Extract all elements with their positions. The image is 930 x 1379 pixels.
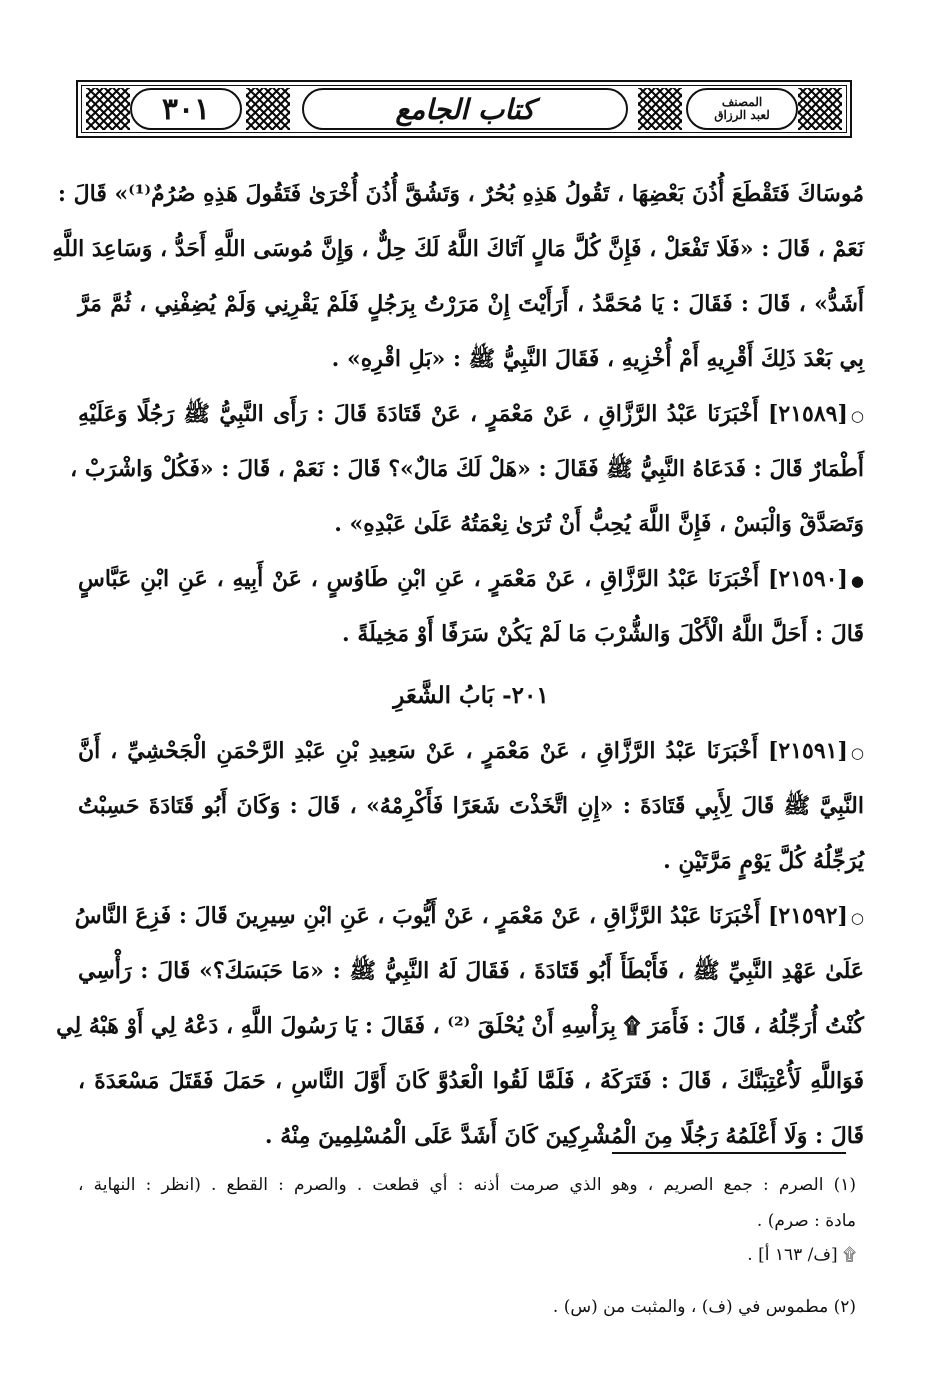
ornament-icon xyxy=(798,88,842,130)
hadith-21591-line xyxy=(78,727,864,782)
text-line: قَالَ : وَلَا أَعْلَمُهُ رَجُلًا مِنَ الْمُشْرِكِينَ كَانَ أَشَدَّ عَلَى الْمُسْلِمِينَ مِنْهُ . xyxy=(264,1123,864,1149)
chapter-title: كتاب الجامع xyxy=(302,88,628,130)
text-line: يُرَجِّلُهُ كُلَّ يَوْمٍ مَرَّتَيْنِ . xyxy=(663,848,864,874)
text-segment: [٢١٥٩٢] أَخْبَرَنَا عَبْدُ الرَّزَّاقِ ، عَنْ مَعْمَرٍ ، عَنْ أَيُّوبَ ، عَنِ ابْنِ سِيرِينَ قَالَ : فَزِعَ النَّاسُ xyxy=(74,903,848,929)
footnote-separator xyxy=(612,1152,846,1154)
text-line: عَلَىٰ عَهْدِ النَّبِيِّ ﷺ ، فَأَبْطَأَ أَبُو قَتَادَةَ ، فَقَالَ لَهُ النَّبِيُّ ﷺ : «مَا حَبَسَكَ؟» قَالَ : رَأْسِي xyxy=(78,958,864,984)
hollow-bullet-icon: ○ xyxy=(850,407,864,425)
hollow-bullet-icon: ○ xyxy=(850,909,864,927)
footnote-1: (١) الصرم : جمع الصريم ، وهو الذي صرمت أذنه : أي قطعت . والصرم : القطع . (انظر : النهاية ، xyxy=(78,1175,856,1195)
footnote-1-continued: مادة : صرم) . xyxy=(756,1211,856,1231)
footnote-folio-marker: ۩ [ف/ ١٦٣ أ] . xyxy=(747,1245,856,1265)
book-mark xyxy=(686,88,798,130)
text-segment: [٢١٥٨٩] أَخْبَرَنَا عَبْدُ الرَّزَّاقِ ، عَنْ مَعْمَرٍ ، عَنْ قَتَادَةَ قَالَ : رَأَى النَّبِيُّ ﷺ رَجُلًا وَعَلَيْهِ xyxy=(78,401,848,427)
hadith-21590-line xyxy=(78,555,864,610)
book-mark-line2: لعبد الرزاق xyxy=(714,108,770,122)
main-text xyxy=(52,170,864,1167)
text-line: نَعَمْ ، قَالَ : «فَلَا تَفْعَلْ ، فَإِنَّ كُلَّ مَالٍ آتَاكَ اللَّهُ لَكَ حِلٌّ ، وَإِنَّ مُوسَى اللَّهِ أَحَدُّ ، وَسَاعِدَ اللَّهِ xyxy=(52,236,864,262)
text-line: بِي بَعْدَ ذَلِكَ أَقْرِيهِ أَمْ أُخْزِيهِ ، فَقَالَ النَّبِيُّ ﷺ : «بَلِ اقْرِهِ» . xyxy=(331,346,864,372)
ornament-icon xyxy=(638,88,682,130)
page-number: ٣٠١ xyxy=(130,88,242,130)
section-heading: ٢٠١- بَابُ الشَّعَرِ xyxy=(393,682,549,709)
text-line: وَتَصَدَّقْ وَالْبَسْ ، فَإِنَّ اللَّهَ يُحِبُّ أَنْ تُرَىٰ نِعْمَتُهُ عَلَىٰ عَبْدِهِ» . xyxy=(334,511,864,537)
book-mark-line1: المصنف xyxy=(721,95,763,109)
hollow-bullet-icon: ○ xyxy=(850,744,864,762)
hadith-21589-line xyxy=(78,390,864,445)
text-line: أَطْمَارٌ قَالَ : فَدَعَاهُ النَّبِيُّ ﷺ فَقَالَ : «هَلْ لَكَ مَالٌ»؟ قَالَ : نَعَمْ ، قَالَ : «فَكُلْ وَاشْرَبْ ، xyxy=(70,456,864,482)
ornament-icon xyxy=(246,88,290,130)
text-line: قَالَ : أَحَلَّ اللَّهُ الْأَكْلَ وَالشُّرْبَ مَا لَمْ يَكُنْ سَرَفًا أَوْ مَخِيلَةً . xyxy=(342,621,864,647)
text-line: النَّبِيَّ ﷺ قَالَ لِأَبِي قَتَادَةَ : «إِنِ اتَّخَذْتَ شَعَرًا فَأَكْرِمْهُ» ، قَالَ : وَكَانَ أَبُو قَتَادَةَ حَسِبْتُ xyxy=(78,793,864,819)
text-segment: [٢١٥٩١] أَخْبَرَنَا عَبْدُ الرَّزَّاقِ ، عَنْ مَعْمَرٍ ، عَنْ سَعِيدِ بْنِ عَبْدِ الرَّحْمَنِ الْجَحْشِيِّ ، أَنَّ xyxy=(78,738,848,764)
filled-bullet-icon: ● xyxy=(850,572,864,590)
text-segment: [٢١٥٩٠] أَخْبَرَنَا عَبْدُ الرَّزَّاقِ ، عَنْ مَعْمَرٍ ، عَنِ ابْنِ طَاوُسٍ ، عَنْ أَبِيهِ ، عَنِ ابْنِ عَبَّاسٍ xyxy=(78,566,848,592)
text-line: فَوَاللَّهِ لَأُعْتِبَنَّكَ ، قَالَ : فَتَرَكَهُ ، فَلَمَّا لَقُوا الْعَدُوَّ كَانَ أَوَّلَ النَّاسِ ، حَمَلَ فَقَتَلَ مَسْعَدَةَ ، xyxy=(78,1068,864,1094)
page-header xyxy=(76,80,852,138)
footnote-2: (٢) مطموس في (ف) ، والمثبت من (س) . xyxy=(552,1297,856,1317)
hadith-21592-line xyxy=(74,892,864,947)
text-line: كُنْتُ أُرَجِّلُهُ ، قَالَ : فَأَمَرَ ۩ بِرَأْسِهِ أَنْ يُحْلَقَ ⁽²⁾ ، فَقَالَ : يَا رَسُولَ اللَّهِ ، دَعْهُ لِي أَوْ هَبْهُ لِي xyxy=(56,1013,864,1039)
text-line: أَشَدُّ» ، قَالَ : فَقَالَ : يَا مُحَمَّدُ ، أَرَأَيْتَ إِنْ مَرَرْتُ بِرَجُلٍ فَلَمْ يَقْرِنِي وَلَمْ يُضِفْنِي ، ثُمَّ مَرَّ xyxy=(78,291,864,317)
text-line: مُوسَاكَ فَتَقْطَعَ أُذُنَ بَعْضِهَا ، تَقُولُ هَذِهِ بُحُرٌ ، وَتَشُقَّ أُذُنَ أُخْرَىٰ فَتَقُولَ هَذِهِ صُرُمٌ⁽¹⁾» قَالَ : xyxy=(57,181,864,207)
ornament-icon xyxy=(86,88,130,130)
